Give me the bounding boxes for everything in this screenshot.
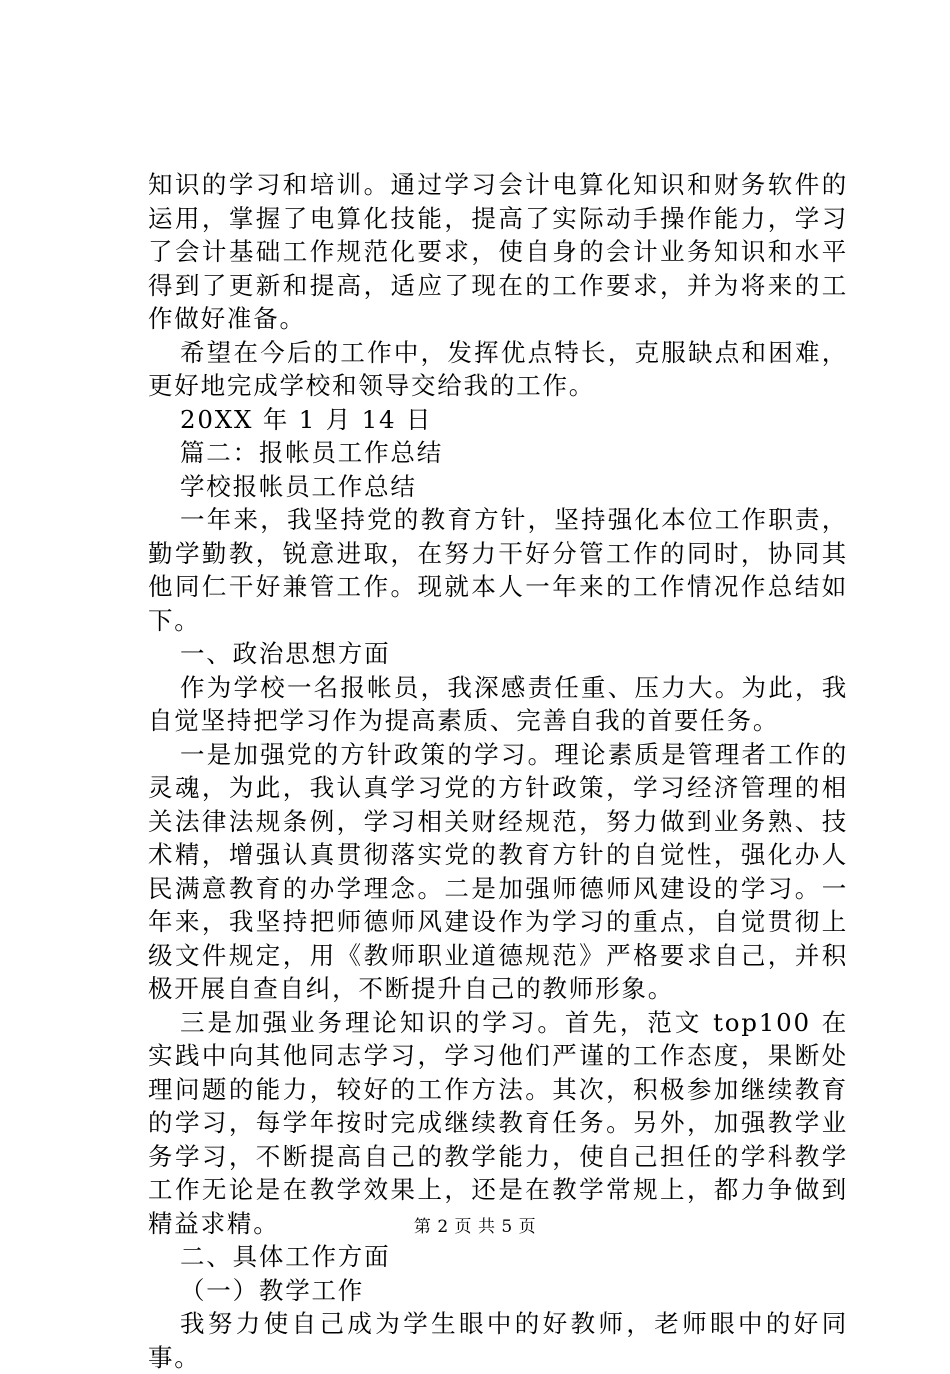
- document-title: 学校报帐员工作总结: [180, 471, 417, 501]
- paragraph-hope: 希望在今后的工作中，发挥优点特长，克服缺点和困难，更好地完成学校和领导交给我的工作。: [148, 337, 848, 400]
- paragraph-teacher-goal: 我努力使自己成为学生眼中的好教师，老师眼中的好同事。: [148, 1309, 848, 1372]
- paragraph-intro: 一年来，我坚持党的教育方针，坚持强化本位工作职责，勤学勤教，锐意进取，在努力干好分管工作的同时，协同其他同仁干好兼管工作。现就本人一年来的工作情况作总结如下。: [148, 505, 848, 635]
- paragraph-policy-study: 一是加强党的方针政策的学习。理论素质是管理者工作的灵魂，为此，我认真学习党的方针政策，学习经济管理的相关法律法规条例，学习相关财经规范，努力做到业务熟、技术精，增强认真贯彻落实党的教育方针的自觉性，强化办人民满意教育的办学理念。二是加强师德师风建设的学习。一年来，我坚持把师德师风建设作为学习的重点，自觉贯彻上级文件规定，用《教师职业道德规范》严格要求自己，并积极开展自查自纠，不断提升自己的教师形象。: [148, 739, 848, 1003]
- heading-teaching: （一）教学工作: [180, 1275, 365, 1305]
- page-number-footer: 第 2 页 共 5 页: [413, 1217, 537, 1237]
- paragraph-date: 20XX 年 1 月 14 日: [180, 404, 433, 434]
- paragraph-responsibility: 作为学校一名报帐员，我深感责任重、压力大。为此，我自觉坚持把学习作为提高素质、完善自我的首要任务。: [148, 672, 848, 735]
- section-title: 篇二：报帐员工作总结: [180, 438, 443, 467]
- paragraph-continuation: 知识的学习和培训。通过学习会计电算化知识和财务软件的运用，掌握了电算化技能，提高了实际动手操作能力，学习了会计基础工作规范化要求，使自身的会计业务知识和水平得到了更新和提高，适应了现在的工作要求，并为将来的工作做好准备。: [148, 170, 848, 333]
- paragraph-business-study: 三是加强业务理论知识的学习。首先，范文 top100 在实践中向其他同志学习，学习他们严谨的工作态度，果断处理问题的能力，较好的工作方法。其次，积极参加继续教育的学习，每学年按时完成继续教育任务。另外，加强教学业务学习，不断提高自己的教学能力，使自己担任的学科教学工作无论是在教学效果上，还是在教学常规上，都力争做到精益求精。: [148, 1007, 848, 1238]
- document-body: [148, 168, 848, 1374]
- heading-political: 一、政治思想方面: [180, 639, 391, 668]
- heading-specific-work: 二、具体工作方面: [180, 1242, 391, 1271]
